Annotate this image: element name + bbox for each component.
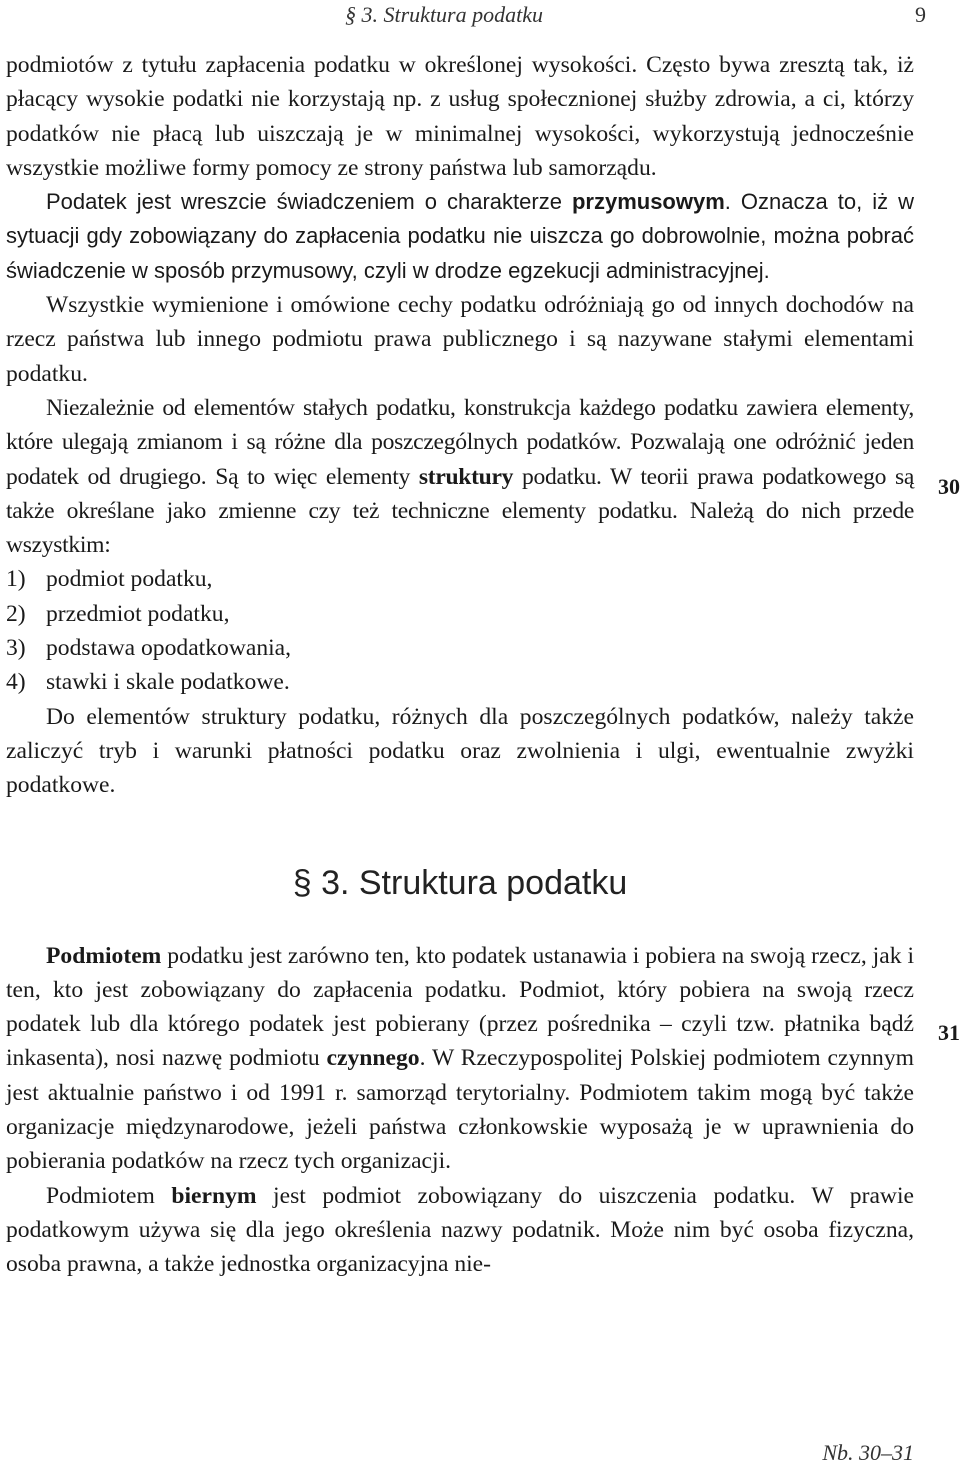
list-item-number: 1) bbox=[6, 566, 26, 593]
list-item-text: stawki i skale podatkowe. bbox=[46, 669, 290, 696]
section-heading: § 3. Struktura podatku bbox=[292, 863, 628, 902]
paragraph-4-text-a: Niezależnie od elementów stałych podatku, konstrukcja każdego podatku zawiera elementy, które ulegają zmianom i są różne dla poszczególnych podatków. Pozwalają one odróżnić jeden podatek od drugiego. Są to więc elementy bbox=[6, 394, 914, 490]
term-czynnego: czynnego bbox=[326, 1045, 420, 1072]
paragraph-6-text-d: . W Rzeczypospolitej Polskiej podmiotem czynnym jest aktualnie państwo i od 1991 r. samorząd terytorialny. Podmiotem takim mogą być także organizacje międzynarodowe, jeżeli państwa członkowskie wyposażą je w uprawnienia do pobierania podatków na rzecz tych organizacji. bbox=[6, 1045, 914, 1175]
list-item-text: przedmiot podatku, bbox=[46, 600, 230, 627]
paragraph-6-text-b: podatku jest zarówno ten, kto podatek ustanawia i pobiera na swoją rzecz, jak i ten, kto jest zobowiązany do zapłacenia podatku. Podmiot, który pobiera na swoją rzecz podatek lub dla którego podatek jest pobierany (przez pośrednika – czyli tzw. płatnika bądź inkasenta), nosi nazwę podmiotu bbox=[6, 942, 914, 1072]
paragraph-4-text-c: podatku. W teorii prawa podatkowego są także określane jako zmienne czy też techniczne elementy podatku. Należą do nich przede wszystkim: bbox=[6, 463, 915, 559]
footer-reference: Nb. 30–31 bbox=[822, 1440, 914, 1465]
term-podmiotem: Podmiotem bbox=[46, 942, 162, 969]
term-struktury: struktury bbox=[418, 463, 514, 490]
paragraph-7 bbox=[6, 1179, 914, 1282]
term-przymusowym: przymusowym bbox=[571, 189, 725, 215]
page-header bbox=[0, 0, 960, 34]
list-item-text: podstawa opodatkowania, bbox=[46, 635, 292, 662]
paragraph-2-text-a: Podatek jest wreszcie świadczeniem o charakterze bbox=[46, 189, 572, 215]
paragraph-2-text-c: . Oznacza to, iż w sytuacji gdy zobowiązany do zapłacenia podatku nie uiszcza go dobrowolnie, można pobrać świadczenie w sposób przymusowy, czyli w drodze egzekucji administracyjnej. bbox=[6, 189, 914, 283]
paragraph-3: Wszystkie wymienione i omówione cechy podatku odróżniają go od innych dochodów na rzecz państwa lub innego podmiotu prawa publicznego i są nazywane stałymi elementami podatku. bbox=[6, 292, 914, 387]
list-item-number: 3) bbox=[6, 635, 26, 662]
list-item bbox=[6, 562, 914, 596]
list-item-number: 2) bbox=[6, 600, 26, 627]
paragraph-2 bbox=[6, 185, 914, 288]
list-item bbox=[6, 597, 914, 631]
list-item bbox=[6, 665, 914, 699]
paragraph-5: Do elementów struktury podatku, różnych dla poszczególnych podatków, należy także zaliczyć tryb i warunki płatności podatku oraz zwolnienia i ulgi, ewentualnie zwyżki podatkowe. bbox=[6, 703, 914, 799]
paragraph-6 bbox=[6, 939, 914, 1179]
page-body bbox=[6, 48, 914, 1282]
list-item-number: 4) bbox=[6, 669, 26, 696]
running-head: § 3. Struktura podatku bbox=[345, 2, 543, 27]
paragraph-1: podmiotów z tytułu zapłacenia podatku w określonej wysokości. Często bywa zresztą tak, iż płacący wysokie podatki nie korzystają np. z usług społecznionej służby zdrowia, a ci, którzy podatków nie płacą lub uiszczają je w minimalnej wysokości, wykorzystują jednocześnie wszystkie możliwe formy pomocy ze strony państwa lub samorządu. bbox=[6, 52, 914, 181]
margin-number-31: 31 bbox=[938, 1020, 960, 1045]
structure-elements-list bbox=[6, 562, 914, 699]
paragraph-7-text-c: jest podmiot zobowiązany do uiszczenia podatku. W prawie podatkowym używa się dla jego określenia nazwy podatnik. Może nim być osoba fizyczna, osoba prawna, a także jednostka organizacyjna nie- bbox=[6, 1182, 914, 1278]
page-number: 9 bbox=[915, 2, 926, 27]
margin-number-30: 30 bbox=[938, 474, 960, 499]
term-biernym: biernym bbox=[171, 1182, 257, 1209]
list-item-text: podmiot podatku, bbox=[46, 566, 213, 593]
paragraph-4 bbox=[6, 391, 914, 562]
paragraph-7-text-a: Podmiotem bbox=[46, 1182, 172, 1209]
list-item bbox=[6, 631, 914, 665]
